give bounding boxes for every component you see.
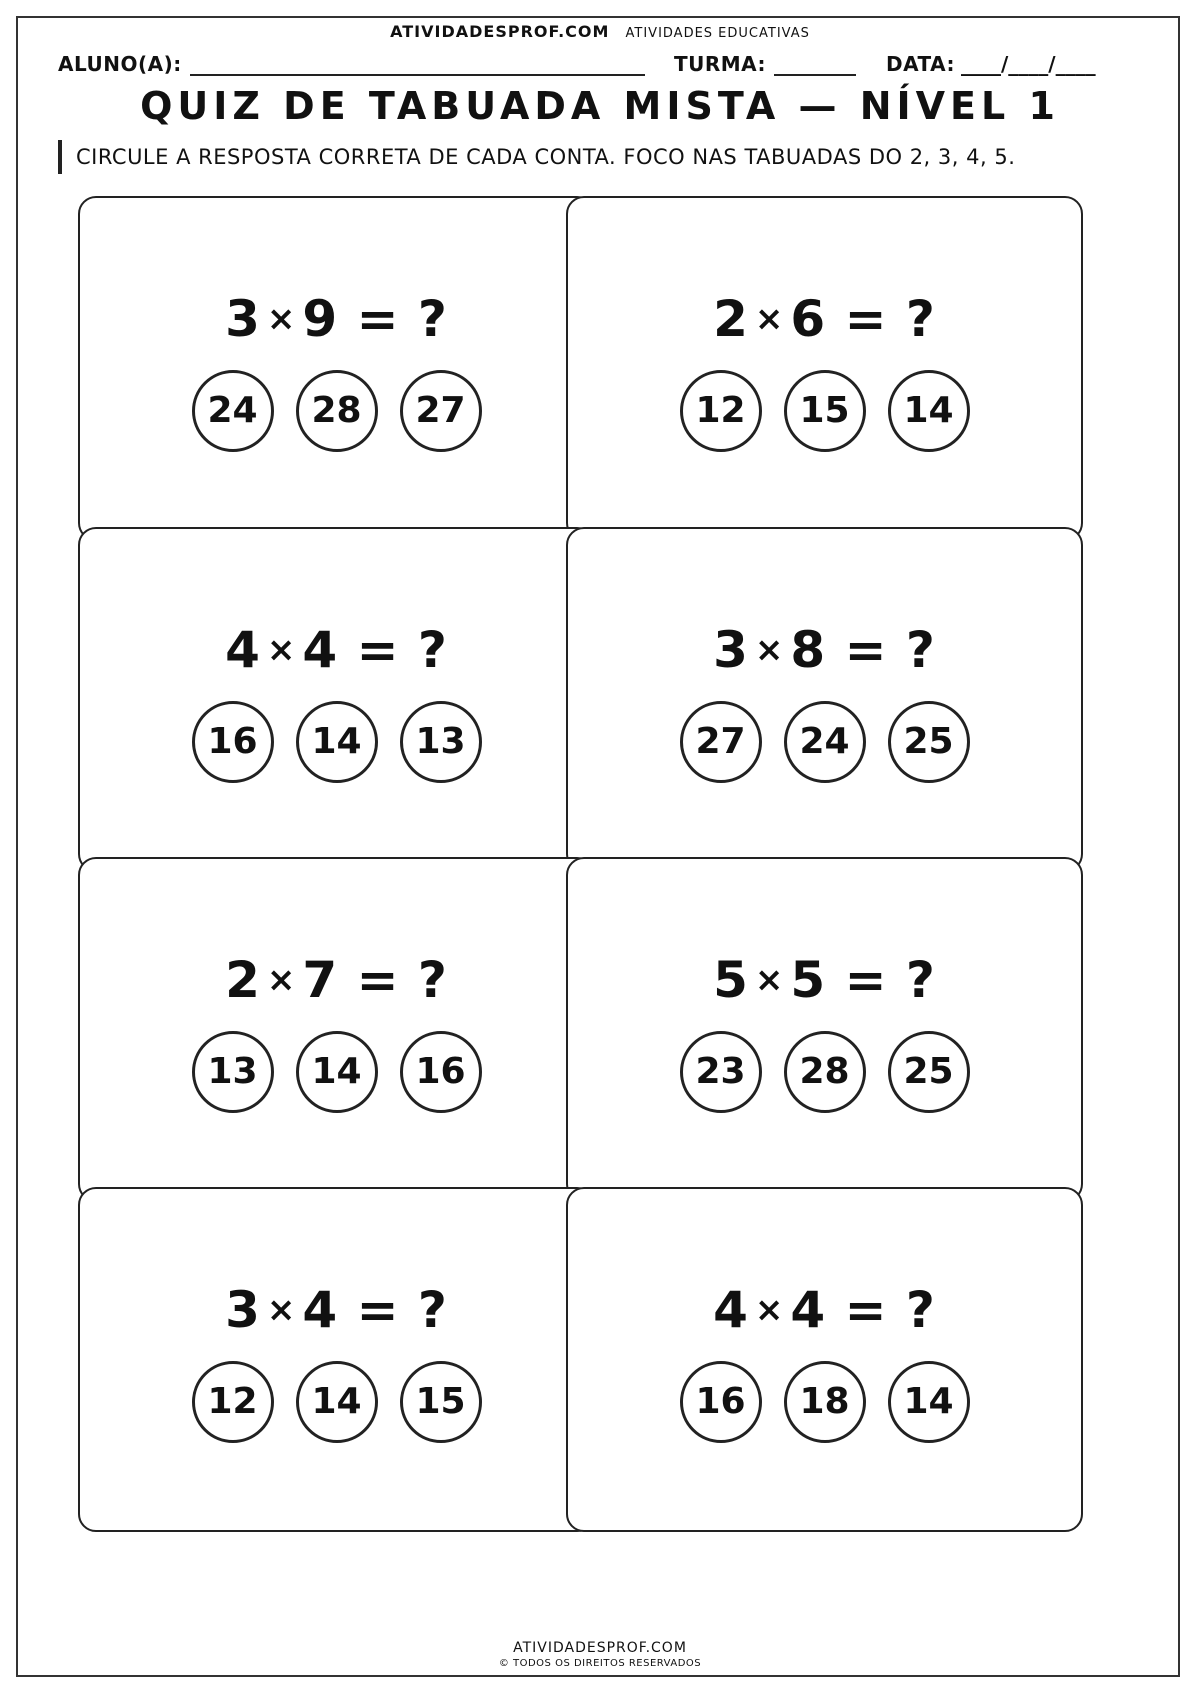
factor-a: 3 xyxy=(225,1281,261,1339)
answer-options xyxy=(568,701,1081,783)
multiplication-question xyxy=(568,951,1081,1009)
factor-a: 2 xyxy=(225,951,261,1009)
quiz-card xyxy=(566,527,1083,872)
multiplication-question xyxy=(568,621,1081,679)
question-mark: ? xyxy=(417,621,448,679)
times-sign: × xyxy=(266,1290,297,1330)
answer-options xyxy=(568,370,1081,452)
answer-option-circle[interactable]: 18 xyxy=(784,1361,866,1443)
answer-options xyxy=(80,701,593,783)
footer xyxy=(0,1640,1200,1669)
student-name-field[interactable] xyxy=(58,52,645,76)
answer-option-circle[interactable]: 14 xyxy=(296,701,378,783)
answer-options xyxy=(568,1031,1081,1113)
answer-options xyxy=(80,370,593,452)
quiz-card xyxy=(566,196,1083,541)
site-header xyxy=(0,22,1200,41)
class-field[interactable] xyxy=(674,52,856,76)
site-tagline: ATIVIDADES EDUCATIVAS xyxy=(625,26,810,41)
answer-option-circle[interactable]: 23 xyxy=(680,1031,762,1113)
answer-option-circle[interactable]: 27 xyxy=(400,370,482,452)
times-sign: × xyxy=(754,960,785,1000)
factor-a: 4 xyxy=(713,1281,749,1339)
question-mark: ? xyxy=(905,951,936,1009)
quiz-card xyxy=(78,857,595,1202)
factor-b: 8 xyxy=(790,621,827,679)
multiplication-question xyxy=(80,290,593,348)
equals-sign: = xyxy=(844,290,888,348)
equals-sign: = xyxy=(844,621,888,679)
factor-a: 2 xyxy=(713,290,749,348)
equals-sign: = xyxy=(356,951,400,1009)
equals-sign: = xyxy=(844,1281,888,1339)
answer-option-circle[interactable]: 24 xyxy=(192,370,274,452)
answer-option-circle[interactable]: 25 xyxy=(888,1031,970,1113)
quiz-card xyxy=(78,1187,595,1532)
answer-option-circle[interactable]: 14 xyxy=(296,1031,378,1113)
answer-option-circle[interactable]: 12 xyxy=(192,1361,274,1443)
factor-a: 4 xyxy=(225,621,261,679)
class-blank[interactable] xyxy=(774,54,856,76)
student-name-blank[interactable] xyxy=(190,54,645,76)
answer-option-circle[interactable]: 13 xyxy=(400,701,482,783)
site-name: ATIVIDADESPROF.COM xyxy=(390,22,610,41)
factor-a: 3 xyxy=(225,290,261,348)
factor-b: 4 xyxy=(302,621,339,679)
answer-options xyxy=(80,1031,593,1113)
date-label: DATA: xyxy=(886,52,955,76)
factor-b: 9 xyxy=(302,290,339,348)
factor-b: 4 xyxy=(790,1281,827,1339)
factor-b: 7 xyxy=(302,951,339,1009)
equals-sign: = xyxy=(356,290,400,348)
answer-option-circle[interactable]: 28 xyxy=(296,370,378,452)
multiplication-question xyxy=(80,1281,593,1339)
answer-options xyxy=(80,1361,593,1443)
answer-option-circle[interactable]: 14 xyxy=(296,1361,378,1443)
multiplication-question xyxy=(568,1281,1081,1339)
answer-option-circle[interactable]: 16 xyxy=(680,1361,762,1443)
times-sign: × xyxy=(754,1290,785,1330)
footer-rights: © TODOS OS DIREITOS RESERVADOS xyxy=(498,1658,702,1669)
date-blanks[interactable]: ____/____/____ xyxy=(960,52,1096,76)
quiz-grid xyxy=(78,196,1126,1631)
answer-option-circle[interactable]: 13 xyxy=(192,1031,274,1113)
date-field[interactable] xyxy=(886,52,1096,76)
question-mark: ? xyxy=(905,1281,936,1339)
question-mark: ? xyxy=(417,1281,448,1339)
answer-option-circle[interactable]: 28 xyxy=(784,1031,866,1113)
factor-b: 5 xyxy=(790,951,827,1009)
factor-a: 5 xyxy=(713,951,749,1009)
answer-option-circle[interactable]: 14 xyxy=(888,370,970,452)
times-sign: × xyxy=(754,630,785,670)
quiz-card xyxy=(566,1187,1083,1532)
multiplication-question xyxy=(80,621,593,679)
equals-sign: = xyxy=(356,1281,400,1339)
factor-a: 3 xyxy=(713,621,749,679)
class-label: TURMA: xyxy=(674,52,767,76)
equals-sign: = xyxy=(356,621,400,679)
footer-site: ATIVIDADESPROF.COM xyxy=(513,1640,687,1656)
multiplication-question xyxy=(568,290,1081,348)
question-mark: ? xyxy=(417,951,448,1009)
times-sign: × xyxy=(266,630,297,670)
question-mark: ? xyxy=(905,621,936,679)
student-name-label: ALUNO(A): xyxy=(58,52,182,76)
answer-option-circle[interactable]: 24 xyxy=(784,701,866,783)
answer-option-circle[interactable]: 16 xyxy=(400,1031,482,1113)
times-sign: × xyxy=(754,299,785,339)
page-title: QUIZ DE TABUADA MISTA — NÍVEL 1 xyxy=(140,84,1060,128)
factor-b: 6 xyxy=(790,290,827,348)
answer-option-circle[interactable]: 15 xyxy=(400,1361,482,1443)
factor-b: 4 xyxy=(302,1281,339,1339)
answer-option-circle[interactable]: 25 xyxy=(888,701,970,783)
multiplication-question xyxy=(80,951,593,1009)
times-sign: × xyxy=(266,960,297,1000)
quiz-card xyxy=(78,527,595,872)
answer-option-circle[interactable]: 14 xyxy=(888,1361,970,1443)
answer-option-circle[interactable]: 16 xyxy=(192,701,274,783)
answer-option-circle[interactable]: 27 xyxy=(680,701,762,783)
quiz-card xyxy=(566,857,1083,1202)
quiz-card xyxy=(78,196,595,541)
answer-options xyxy=(568,1361,1081,1443)
answer-option-circle[interactable]: 12 xyxy=(680,370,762,452)
times-sign: × xyxy=(266,299,297,339)
equals-sign: = xyxy=(844,951,888,1009)
question-mark: ? xyxy=(905,290,936,348)
question-mark: ? xyxy=(417,290,448,348)
answer-option-circle[interactable]: 15 xyxy=(784,370,866,452)
instruction-text: CIRCULE A RESPOSTA CORRETA DE CADA CONTA. FOCO NAS TABUADAS DO 2, 3, 4, 5. xyxy=(58,140,1138,174)
